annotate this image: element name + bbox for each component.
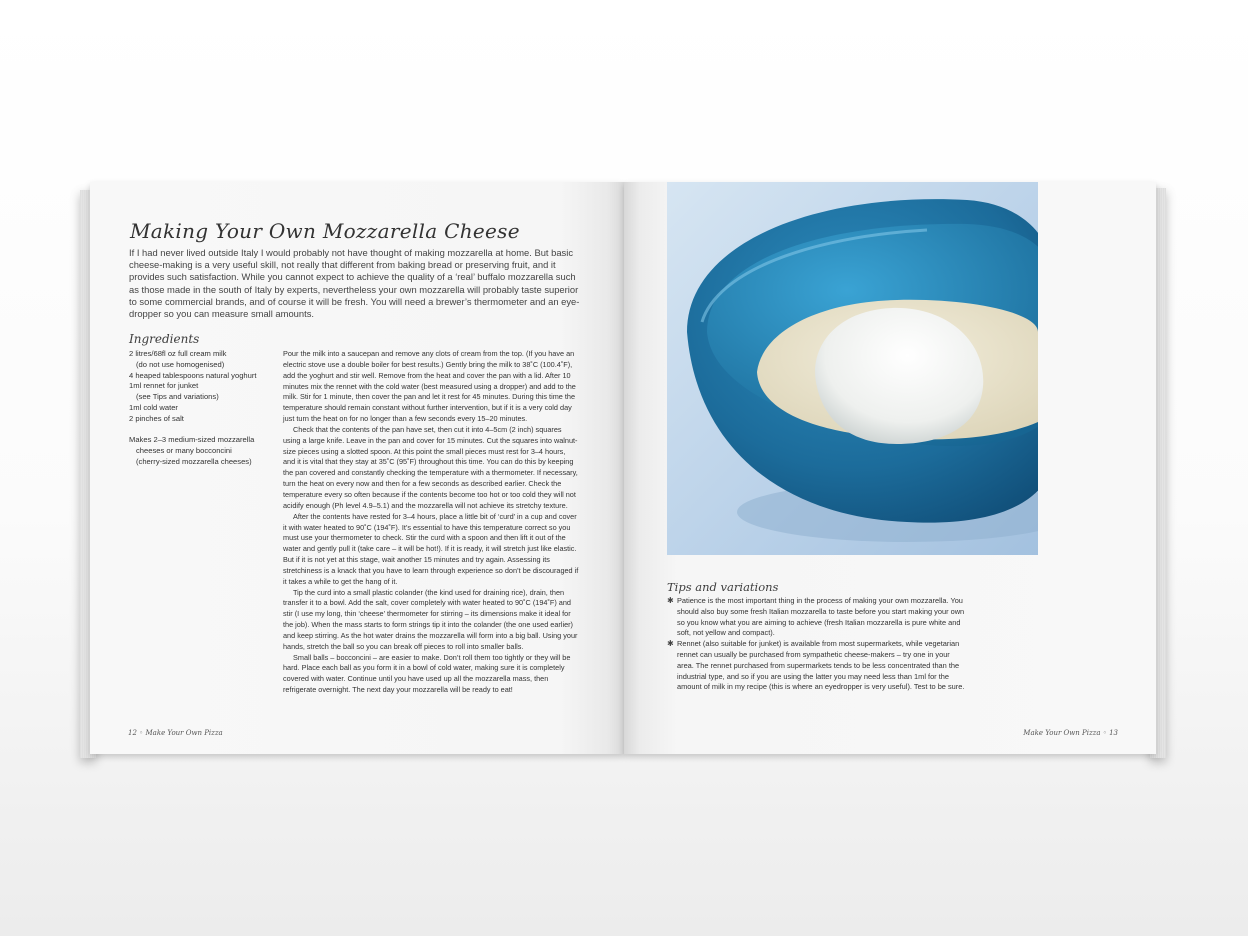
- mozzarella-photo: [667, 182, 1038, 555]
- ingredient-item: [129, 403, 279, 414]
- ingredients-heading: Ingredients: [129, 332, 200, 346]
- asterisk-icon: ✱: [667, 596, 674, 605]
- ingredient-text: 2 pinches of salt: [129, 413, 184, 423]
- ingredient-item: [129, 349, 279, 371]
- yield-note: [129, 435, 279, 467]
- asterisk-icon: ✱: [667, 639, 674, 649]
- method-paragraph: Tip the curd into a small plastic colander (the kind used for draining rice), drain, then transfer it to a bowl. Add the salt, cover completely with water heated to 90˚C (194˚F) and stir (I use my long, thin ‘cheese’ thermometer for stirring – its dimensions make it ideal for the job). When the mass starts to form strings tip it into the colander (the one used earlier) and keep stirring. As the hot water drains the mozzarella will form into a big ball. Using your hands, stretch the ball so you can break off pieces to roll into smaller balls.: [283, 587, 578, 651]
- ingredient-text: 1ml cold water: [129, 402, 178, 412]
- tips-list: [667, 596, 967, 693]
- page-folio-right: Make Your Own Pizza ◦ 13: [1023, 729, 1118, 737]
- tip-text: Rennet (also suitable for junket) is available from most supermarkets, while vegetarian rennet can usually be purchased from sympathetic cheese-makers – try one in your area. The rennet purchased from supermarkets tends to be less concentrated than the industrial type, and so if you are using the latter you may need less than 1ml for the amount of milk in my recipe (this is where an eyedropper is very useful). Test to be sure.: [677, 639, 965, 692]
- method-paragraph: Small balls – bocconcini – are easier to make. Don’t roll them too tightly or they will be hard. Place each ball as you form it in a bowl of cold water, making sure it is completely covered with water. Continue until you have used up all the mozzarella mass, then refrigerate overnight. The next day your mozzarella will be ready to eat!: [283, 652, 571, 695]
- yield-line: cheeses or many bocconcini: [136, 445, 232, 455]
- tip-item: [667, 596, 967, 639]
- method-paragraph: Pour the milk into a saucepan and remove any clots of cream from the top. (If you have an electric stove use a double boiler for best results.) Gently bring the milk to 38˚C (100.4˚F), add the yoghurt and stir well. Remove from the heat and cover the pan with a lid. After 10 minutes mix the rennet with the cold water (best measured using a dropper) and add to the milk. Stir for 1 minute, then cover the pan and let it rest for 45 minutes. During this time the temperature should remain constant without further intervention, but if it is a very cold day just turn the heat on for no longer than a few seconds every 15–20 minutes.: [283, 349, 576, 424]
- ingredient-note: (do not use homogenised): [136, 359, 225, 369]
- ingredients-list: [129, 349, 279, 425]
- method-paragraph: Check that the contents of the pan have set, then cut it into 4–5cm (2 inch) squares using a large knife. Leave in the pan and cover for 15 minutes. Cut the squares into walnut-size pieces using a slotted spoon. At this point the small pieces must rest for 3–4 hours, and it is vital that they stay at 35˚C (95˚F) throughout this time. You can do this by keeping the pan covered and constantly checking the temperature with a thermometer. If necessary, turn the heat on every now and then for a few seconds as described earlier. Check the temperature every so often because if the contents become too hot or too cold they will not acidify enough (Ph level 4.9–5.1) and the mozzarella will not achieve its stretchy texture.: [283, 424, 578, 510]
- ingredient-item: [129, 381, 279, 403]
- tip-item: [667, 639, 967, 693]
- ingredient-item: [129, 414, 279, 425]
- ingredient-note: (see Tips and variations): [136, 392, 219, 402]
- method-paragraph: After the contents have rested for 3–4 hours, place a little bit of ‘curd’ in a cup and cover it with water heated to 90˚C (194˚F). It’s essential to have this temperature correct so you must use your thermometer to check. Stir the curd with a spoon and then lift it out of the water and gently pull it (take care – it will be hot!). If it is ready, it will stretch just like elastic. But if it is not yet at this stage, wait another 15 minutes and try again. Assessing its stretchiness is a knack that you have to learn through experience so don’t be discouraged if it takes a while to get the hang of it.: [283, 511, 579, 586]
- ingredient-item: [129, 371, 279, 382]
- ingredient-text: 2 litres/68fl oz full cream milk: [129, 349, 227, 358]
- method-text: [283, 349, 579, 696]
- ingredient-text: 1ml rennet for junket: [129, 381, 199, 391]
- intro-paragraph: If I had never lived outside Italy I would probably not have thought of making mozzarella at home. But basic cheese-making is a very useful skill, not really that different from baking bread or preserving fruit, and it provides such satisfaction. While you cannot expect to achieve the quality of a ‘real’ buffalo mozzarella such as those made in the south of Italy by experts, nevertheless your own mozzarella will probably taste superior to some commercial brands, and of course it will be fresh. You will need a brewer’s thermometer and an eye-dropper so you can measure small amounts.: [129, 247, 580, 320]
- yield-line: Makes 2–3 medium-sized mozzarella: [129, 435, 255, 444]
- bowl-illustration: [667, 182, 1038, 555]
- right-page: [624, 182, 1156, 754]
- left-page: [90, 182, 624, 754]
- yield-line: (cherry-sized mozzarella cheeses): [136, 456, 252, 466]
- page-folio-left: 12 ◦ Make Your Own Pizza: [128, 729, 223, 737]
- recipe-title: Making Your Own Mozzarella Cheese: [130, 219, 520, 243]
- tip-text: Patience is the most important thing in the process of making your own mozzarella. You should also buy some fresh Italian mozzarella to taste before you start making your own so you know what you are aiming to achieve (fresh Italian mozzarella is pure white and soft, not yellow and compact).: [677, 596, 965, 638]
- tips-heading: Tips and variations: [667, 580, 779, 594]
- ingredient-text: 4 heaped tablespoons natural yoghurt: [129, 370, 257, 380]
